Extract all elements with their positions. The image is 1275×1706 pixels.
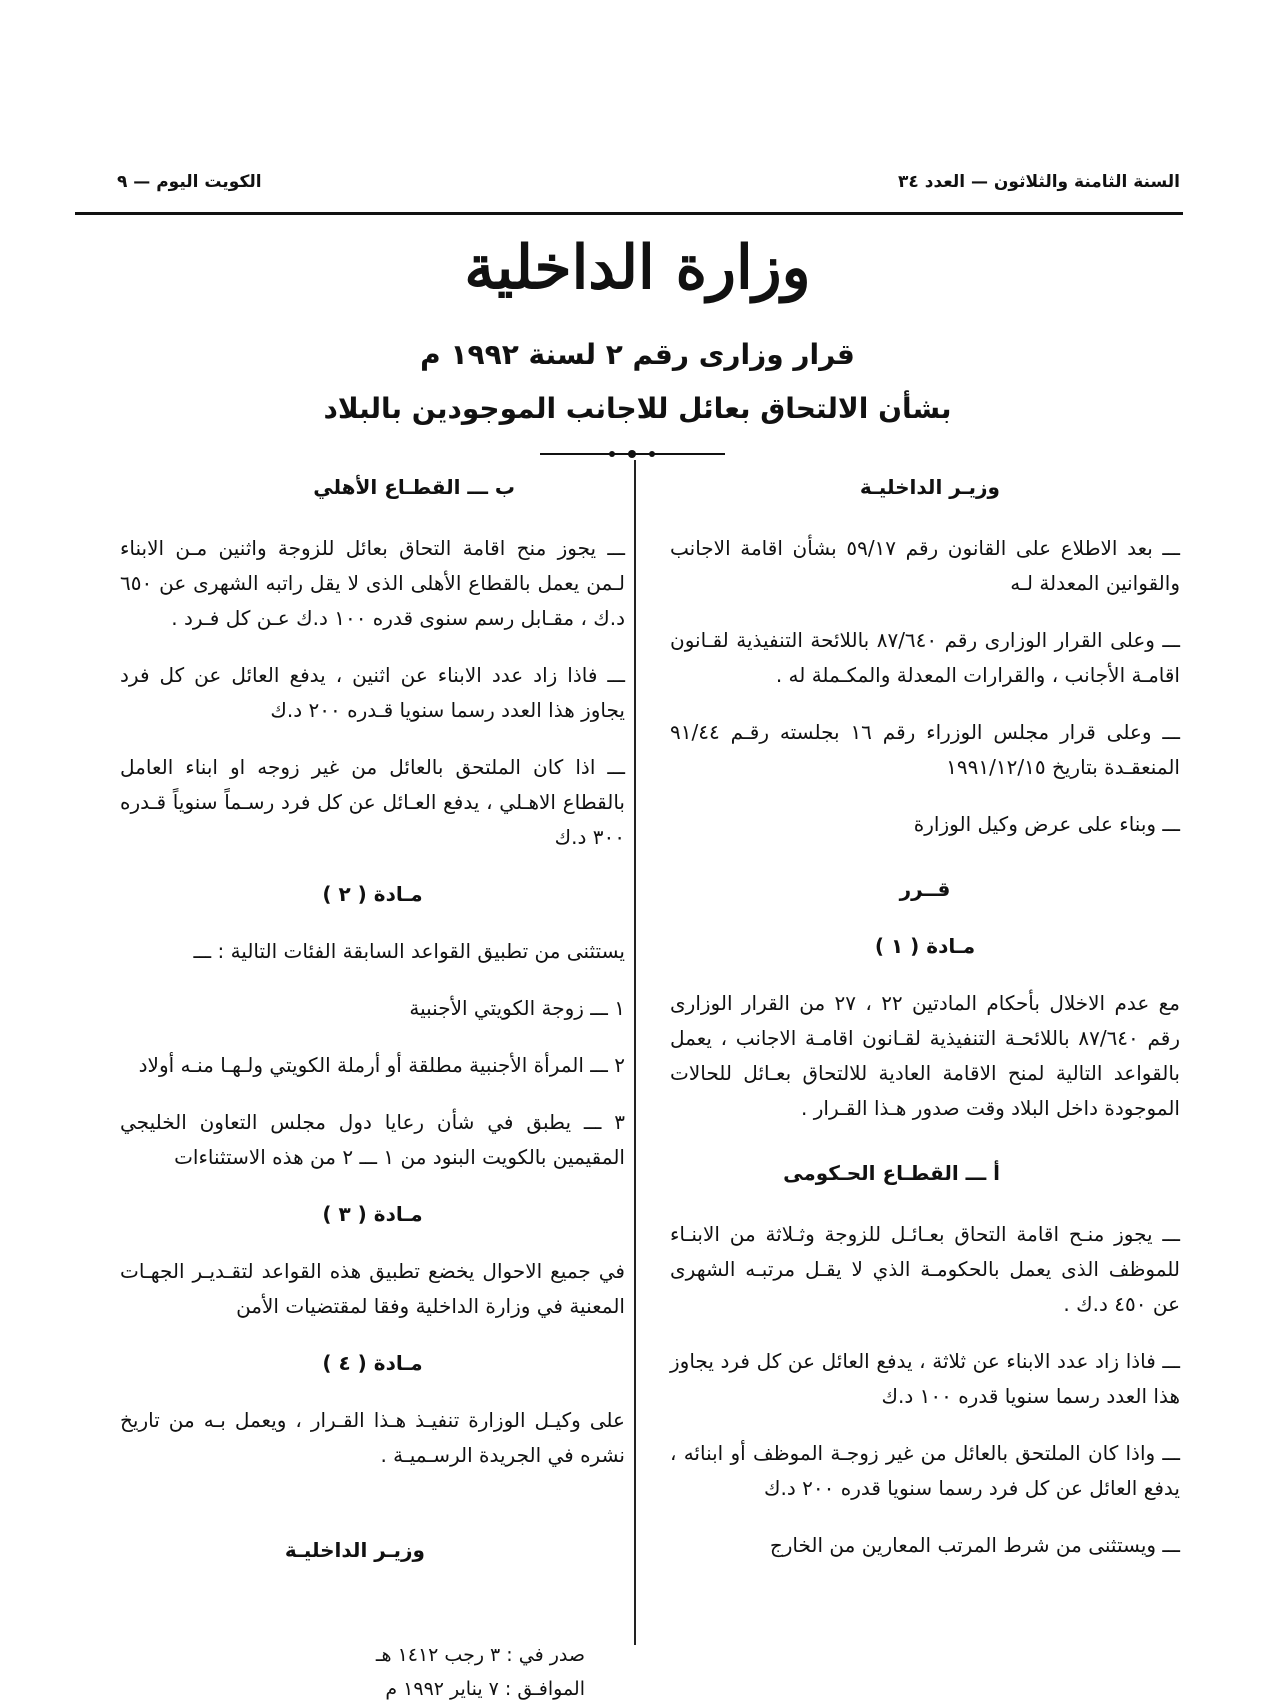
section-a-heading: أ ـــ القطـاع الحـكومى	[783, 1161, 1000, 1185]
preamble-2: ـــ وعلى القرار الوزارى رقم ٨٧/٦٤٠ باللائحة التنفيذية لقـانون اقامـة الأجانب ، والقرارات المعدلة والمكـملة له .	[670, 628, 1180, 687]
section-b-heading: ب ـــ القطـاع الأهلي	[313, 475, 515, 499]
left-column	[120, 470, 625, 1706]
section-a-item-1: ـــ يجوز منـح اقامة التحاق بعـائـل للزوجة وثـلاثة من الابنـاء للموظف الذى يعمل بالحكومـة الذي لا يقـل مرتبـه الشهرى عن ٤٥٠ د.ك .	[670, 1222, 1180, 1316]
section-b-item-1: ـــ يجوز منح اقامة التحاق بعائل للزوجة واثنين مـن الابناء لـمن يعمل بالقطاع الأهلى الذى لا يقل راتبه الشهرى عن ٦٥٠ د.ك ، مقـابل رسم سنوى قدره ١٠٠ د.ك عـن كل فـرد .	[120, 536, 625, 630]
preamble-4: ـــ وبناء على عرض وكيل الوزارة	[913, 812, 1180, 836]
issue-info: السنة الثامنة والثلاثون — العدد ٣٤	[898, 172, 1180, 192]
page-info: الكويت اليوم — ٩	[117, 172, 262, 192]
preamble-3: ـــ وعلى قرار مجلس الوزراء رقم ١٦ بجلسته رقـم ٩١/٤٤ المنعقـدة بتاريخ ١٩٩١/١٢/١٥	[670, 720, 1180, 779]
article-2-heading: مـادة ( ٢ )	[322, 882, 423, 906]
issue-date-block	[120, 1638, 625, 1706]
decree-subject: بشأن الالتحاق بعائل للاجانب الموجودين بالبلاد	[323, 392, 952, 425]
decided-heading: قــرر	[899, 877, 951, 901]
issued-hijri: صدر في : ٣ رجب ١٤١٢ هـ	[375, 1644, 585, 1666]
issued-gregorian: الموافـق : ٧ يناير ١٩٩٢ م	[385, 1678, 585, 1700]
column-divider	[634, 460, 636, 1645]
section-b-item-3: ـــ اذا كان الملتحق بالعائل من غير زوجه او ابناء العامل بالقطاع الاهـلي ، يدفع العـائل عن كل فرد رسـماً سنوياً قـدره ٣٠٠ د.ك	[120, 755, 625, 849]
article-1-heading: مـادة ( ١ )	[874, 934, 976, 958]
minister-signature: وزيـر الداخليـة	[284, 1538, 425, 1562]
header-rule	[75, 212, 1183, 215]
article-2-item-2: ٢ ـــ المرأة الأجنبية مطلقة أو أرملة الكويتي ولـهـا منـه أولاد	[138, 1053, 625, 1077]
ornament-divider	[540, 449, 725, 459]
article-2-intro: يستثنى من تطبيق القواعد السابقة الفئات التالية : ـــ	[193, 939, 625, 963]
section-a-item-2: ـــ فاذا زاد عدد الابناء عن ثلاثة ، يدفع العائل عن كل فرد يجاوز هذا العدد رسما سنويا قدره ١٠٠ د.ك	[670, 1349, 1180, 1408]
right-column	[670, 470, 1180, 1585]
article-3-heading: مـادة ( ٣ )	[322, 1202, 423, 1226]
section-a-item-3: ـــ واذا كان الملتحق بالعائل من غير زوجـة الموظف أو ابنائه ، يدفع العائل عن كل فرد رسما سنويا قدره ٢٠٠ د.ك	[670, 1441, 1180, 1500]
article-4-heading: مـادة ( ٤ )	[322, 1351, 423, 1375]
page-header	[75, 172, 1180, 200]
article-3-text: في جميع الاحوال يخضع تطبيق هذه القواعد لتقـديـر الجهـات المعنية في وزارة الداخلية وفقا لمقتضيات الأمن	[120, 1259, 625, 1318]
preamble-1: ـــ بعد الاطلاع على القانون رقم ٥٩/١٧ بشأن اقامة الاجانب والقوانين المعدلة لـه	[670, 536, 1180, 595]
decree-title: قرار وزارى رقم ٢ لسنة ١٩٩٢ م	[420, 338, 855, 371]
article-1-text: مع عدم الاخلال بأحكام المادتين ٢٢ ، ٢٧ من القرار الوزارى رقم ٨٧/٦٤٠ باللائحـة التنفيذية لقـانون اقامـة الاجانب ، يعمل بالقواعد التالية لمنح الاقامة العادية للالتحاق بعـائل للحالات الموجودة داخل البلاد وقت صدور هـذا القـرار .	[670, 991, 1180, 1120]
section-b-item-2: ـــ فاذا زاد عدد الابناء عن اثنين ، يدفع العائل عن كل فرد يجاوز هذا العدد رسما سنويا قـدره ٢٠٠ د.ك	[120, 663, 625, 722]
article-2-item-1: ١ ـــ زوجة الكويتي الأجنبية	[409, 996, 625, 1020]
section-a-item-4: ـــ ويستثنى من شرط المرتب المعارين من الخارج	[769, 1533, 1180, 1557]
article-4-text: على وكيـل الوزارة تنفيـذ هـذا القـرار ، ويعمل بـه من تاريخ نشره في الجريدة الرسـميـة .	[120, 1408, 625, 1467]
article-2-item-3: ٣ ـــ يطبق في شأن رعايا دول مجلس التعاون الخليجي المقيمين بالكويت البنود من ١ ـــ ٢ من هذه الاستثناءات	[120, 1110, 625, 1169]
ministry-title: وزارة الداخلية	[464, 233, 811, 303]
minister-heading: وزيـر الداخليـة	[859, 475, 1000, 499]
